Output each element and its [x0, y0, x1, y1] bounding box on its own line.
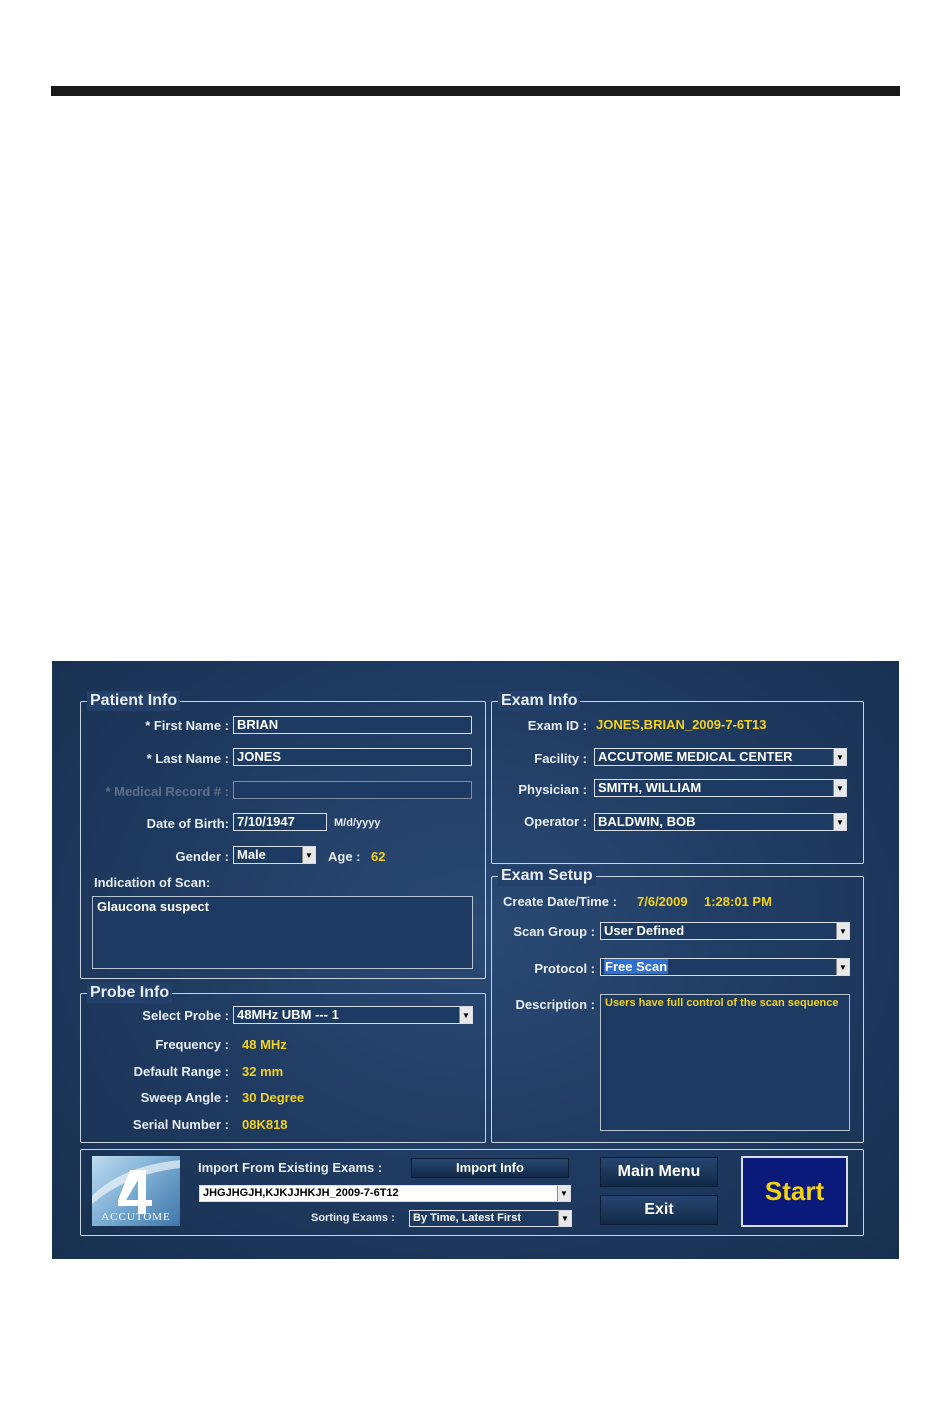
- physician-label: Physician :: [518, 782, 587, 797]
- first-name-field[interactable]: BRIAN: [233, 716, 472, 734]
- operator-value: BALDWIN, BOB: [598, 814, 696, 829]
- indication-label: Indication of Scan:: [94, 875, 211, 890]
- chevron-down-icon[interactable]: ▼: [833, 749, 846, 765]
- first-name-label: * First Name :: [145, 718, 229, 733]
- dob-label: Date of Birth:: [146, 816, 229, 831]
- exam-id-label: Exam ID :: [527, 718, 587, 733]
- exam-setup-screen: [52, 661, 899, 1259]
- physician-dropdown[interactable]: [594, 779, 847, 797]
- import-info-button[interactable]: Import Info: [411, 1158, 569, 1178]
- top-rule: [51, 86, 900, 96]
- last-name-label: * Last Name :: [146, 751, 229, 766]
- serial-number-label: Serial Number :: [132, 1117, 229, 1132]
- chevron-down-icon[interactable]: ▼: [557, 1186, 570, 1201]
- chevron-down-icon[interactable]: ▼: [833, 780, 846, 796]
- sorting-exams-dropdown[interactable]: [409, 1210, 572, 1227]
- facility-dropdown[interactable]: [594, 748, 847, 766]
- description-textarea: [600, 994, 850, 1131]
- frequency-label: Frequency :: [155, 1037, 229, 1052]
- age-value: 62: [371, 849, 386, 864]
- patient-info-legend: Patient Info: [87, 691, 180, 711]
- medical-record-label: * Medical Record # :: [105, 784, 229, 799]
- description-label: Description :: [515, 997, 595, 1012]
- main-menu-button[interactable]: Main Menu: [600, 1157, 718, 1187]
- exam-info-legend: Exam Info: [498, 691, 580, 711]
- protocol-label: Protocol :: [534, 961, 595, 976]
- chevron-down-icon[interactable]: ▼: [459, 1007, 472, 1023]
- exam-setup-legend: Exam Setup: [498, 866, 596, 886]
- gender-label: Gender :: [175, 849, 229, 864]
- select-probe-label: Select Probe :: [142, 1008, 229, 1023]
- select-probe-value: 48MHz UBM --- 1: [237, 1007, 339, 1022]
- chevron-down-icon[interactable]: ▼: [836, 959, 849, 975]
- scan-group-value: User Defined: [604, 923, 685, 938]
- indication-textarea[interactable]: Glaucona suspect: [92, 896, 473, 969]
- operator-dropdown[interactable]: [594, 813, 847, 831]
- default-range-label: Default Range :: [133, 1064, 229, 1079]
- physician-value: SMITH, WILLIAM: [598, 780, 702, 795]
- protocol-value: Free Scan: [605, 959, 668, 974]
- select-probe-dropdown[interactable]: [233, 1006, 473, 1024]
- age-label: Age :: [328, 849, 361, 864]
- create-datetime-label: Create Date/Time :: [503, 894, 617, 909]
- protocol-dropdown[interactable]: [600, 958, 850, 976]
- last-name-field[interactable]: JONES: [233, 748, 472, 766]
- create-time-value: 1:28:01 PM: [704, 894, 772, 909]
- sweep-angle-value: 30 Degree: [242, 1090, 305, 1105]
- default-range-value: 32 mm: [242, 1064, 284, 1079]
- medical-record-field[interactable]: [233, 781, 472, 799]
- existing-exam-dropdown[interactable]: [199, 1185, 571, 1202]
- gender-dropdown[interactable]: [233, 846, 316, 864]
- sweep-angle-label: Sweep Angle :: [140, 1090, 229, 1105]
- sorting-exams-label: Sorting Exams :: [311, 1212, 395, 1224]
- exam-id-value: JONES,BRIAN_2009-7-6T13: [596, 717, 767, 732]
- logo-text: ACCUTOME: [101, 1211, 171, 1223]
- accutome-logo: [92, 1156, 180, 1226]
- create-date-value: 7/6/2009: [637, 894, 688, 909]
- existing-exam-value: JHGJHGJH,KJKJJHKJH_2009-7-6T12: [203, 1187, 399, 1199]
- dob-field[interactable]: 7/10/1947: [233, 813, 327, 831]
- frequency-value: 48 MHz: [242, 1037, 287, 1052]
- chevron-down-icon[interactable]: ▼: [836, 923, 849, 939]
- chevron-down-icon[interactable]: ▼: [833, 814, 846, 830]
- exit-button[interactable]: Exit: [600, 1195, 718, 1225]
- sorting-exams-value: By Time, Latest First: [413, 1212, 521, 1224]
- start-button[interactable]: Start: [741, 1156, 848, 1227]
- probe-info-legend: Probe Info: [87, 983, 172, 1003]
- dob-format-hint: M/d/yyyy: [334, 817, 381, 829]
- gender-value: Male: [237, 847, 266, 862]
- operator-label: Operator :: [524, 814, 587, 829]
- scan-group-label: Scan Group :: [513, 924, 595, 939]
- description-value: Users have full control of the scan sequence: [605, 997, 839, 1009]
- import-existing-label: Import From Existing Exams :: [198, 1160, 383, 1175]
- serial-number-value: 08K818: [242, 1117, 288, 1132]
- facility-label: Facility :: [534, 751, 587, 766]
- chevron-down-icon[interactable]: ▼: [558, 1211, 571, 1226]
- facility-value: ACCUTOME MEDICAL CENTER: [598, 749, 793, 764]
- chevron-down-icon[interactable]: ▼: [302, 847, 315, 863]
- scan-group-dropdown[interactable]: [600, 922, 850, 940]
